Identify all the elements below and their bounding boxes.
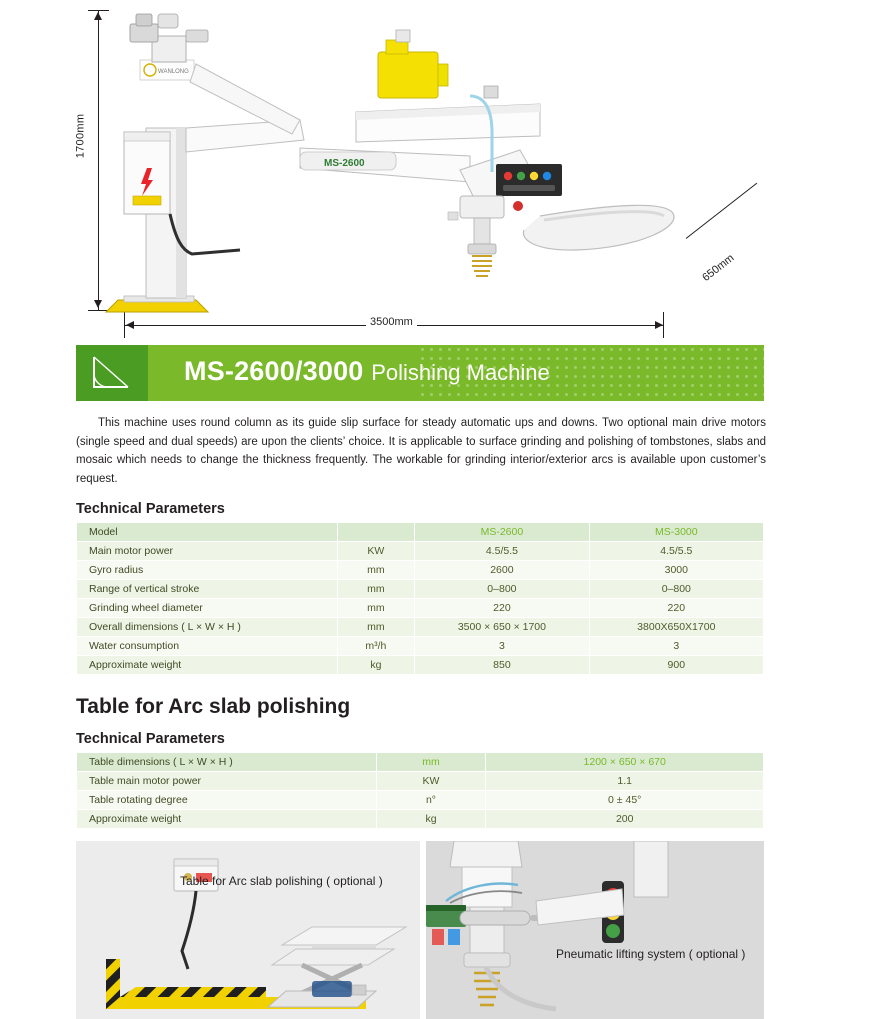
svg-text:MS-2600: MS-2600 [324,158,365,169]
row-value-ms2600: 0–800 [415,579,589,598]
row-value-ms3000: 220 [589,598,763,617]
header-ms3000: MS-3000 [589,522,763,541]
arc-table-heading: Table for Arc slab polishing [76,694,351,718]
tech-params-heading-2: Technical Parameters [76,730,225,747]
svg-text:WANLONG: WANLONG [158,69,189,75]
table-row [77,560,764,579]
row-value-ms3000: 3000 [589,560,763,579]
row-label: Approximate weight [77,655,338,674]
row-unit: mm [337,579,415,598]
row-unit: mm [337,560,415,579]
header-value: 1200 × 650 × 670 [486,752,764,771]
height-dimension-label: 1700mm [74,113,87,159]
row-value-ms3000: 3 [589,636,763,655]
row-label: Gyro radius [77,560,338,579]
pneumatic-lifting-caption: Pneumatic lifting system ( optional ) [556,946,746,961]
tech-params-heading-1: Technical Parameters [76,500,225,517]
table-row [77,617,764,636]
row-value-ms2600: 2600 [415,560,589,579]
row-value-ms3000: 3800X650X1700 [589,617,763,636]
product-description-text: This machine uses round column as its guide slip surface for steady automatic ups and downs. Two optional main drive motors (single speed and dual speeds) are upon the clients’ choice. It is applicable to surface grinding and polishing of tombstones, slabs and mosaic which needs to change the thickness frequently. The workable for grinding interior/exterior arcs is available upon customer’s request. [76,417,766,485]
row-value-ms2600: 850 [415,655,589,674]
product-description [76,414,766,489]
row-unit: KW [337,541,415,560]
header-unit [337,522,415,541]
arc-table-parameters [76,752,764,829]
header-table-dimensions: Table dimensions ( L × W × H ) [77,752,377,771]
row-value-ms2600: 3 [415,636,589,655]
row-unit: mm [337,617,415,636]
arc-slab-table-illustration [76,841,420,1019]
table-header-row [77,752,764,771]
table-row [77,790,764,809]
row-value: 200 [486,809,764,828]
row-value: 1.1 [486,771,764,790]
row-value-ms3000: 0–800 [589,579,763,598]
arc-slab-table-caption: Table for Arc slab polishing ( optional ) [180,873,383,888]
row-label: Overall dimensions ( L × W × H ) [77,617,338,636]
row-label: Table rotating degree [77,790,377,809]
pneumatic-lifting-photo [426,841,764,1019]
table-row [77,809,764,828]
table-header-row [77,522,764,541]
row-unit: kg [337,655,415,674]
arc-corner-icon [76,345,148,401]
table-row [77,598,764,617]
row-unit: kg [376,809,486,828]
optional-accessories-photos [76,841,764,1019]
page-title [184,356,550,387]
row-label: Water consumption [77,636,338,655]
row-value-ms2600: 4.5/5.5 [415,541,589,560]
table-row [77,636,764,655]
row-value-ms3000: 900 [589,655,763,674]
row-value-ms2600: 3500 × 650 × 1700 [415,617,589,636]
main-parameters-table [76,522,764,675]
product-type: Polishing Machine [371,360,550,385]
pneumatic-lifting-illustration [426,841,764,1019]
table-row [77,771,764,790]
polishing-machine-illustration [0,0,874,345]
table-row [77,541,764,560]
width-dimension-label: 3500mm [366,316,417,328]
row-label: Range of vertical stroke [77,579,338,598]
depth-dimension-label: 650mm [700,251,737,285]
row-unit: mm [337,598,415,617]
row-label: Grinding wheel diameter [77,598,338,617]
product-title-band [0,345,874,401]
product-model: MS-2600/3000 [184,356,364,386]
row-label: Approximate weight [77,809,377,828]
row-label: Main motor power [77,541,338,560]
header-model: Model [77,522,338,541]
row-value-ms3000: 4.5/5.5 [589,541,763,560]
table-row [77,579,764,598]
row-unit: n° [376,790,486,809]
header-ms2600: MS-2600 [415,522,589,541]
row-value-ms2600: 220 [415,598,589,617]
row-value: 0 ± 45° [486,790,764,809]
machine-diagram [0,0,874,345]
header-unit: mm [376,752,486,771]
arc-slab-table-photo [76,841,420,1019]
row-unit: m³/h [337,636,415,655]
table-row [77,655,764,674]
row-label: Table main motor power [77,771,377,790]
row-unit: KW [376,771,486,790]
